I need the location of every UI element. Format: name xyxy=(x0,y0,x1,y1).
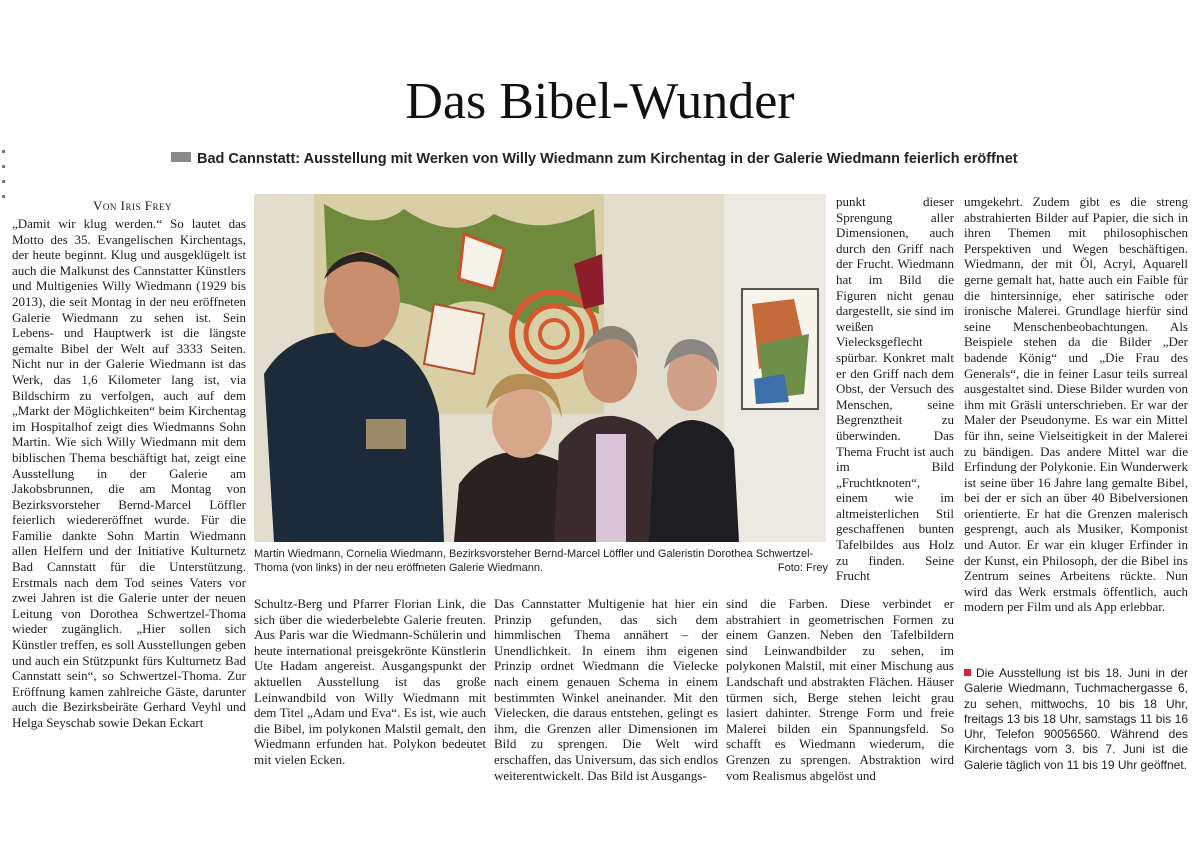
subheadline-marker xyxy=(171,152,191,162)
subheadline-text: Bad Cannstatt: Ausstellung mit Werken von Willy Wiedmann zum Kirchentag in der Galerie Wiedmann feierlich eröffnet xyxy=(197,151,1018,167)
photo-credit: Foto: Frey xyxy=(777,562,828,574)
exhibition-info-text: Die Ausstellung ist bis 18. Juni in der Galerie Wiedmann, Tuchmachergasse 6, zu sehen, mittwochs, 10 bis 18 Uhr, freitags 13 bis 18 Uhr, samstags 11 bis 16 Uhr, Telefon 90056560. Während des Kirchentags vom 3. bis 7. Juni ist die Galerie täglich von 11 bis 19 Uhr geöffnet. xyxy=(964,666,1188,772)
article-column-3: Das Cannstatter Multigenie hat hier ein Prinzip gefunden, das sich dem himmlischen Thema annähert – der Unendlichkeit. In einem ihm eigenen Prinzip ordnet Wiedmann die Vielecke nach einem genauen Schema in einem bestimmten Winkel aneinander. Mit den Vielecken, die daraus entstehen, gelingt es ihm, die Grenzen aller Dimensionen im Bild zu sprengen. Die Welt wird erschaffen, das Universum, das sich endlos weiterentwickelt. Das Bild ist Ausgangs- xyxy=(494,596,718,783)
exhibition-info-box xyxy=(964,666,1188,773)
article-photo xyxy=(254,194,826,542)
photo-caption-text: Martin Wiedmann, Cornelia Wiedmann, Bezirksvorsteher Bernd-Marcel Löffler und Galeristin Dorothea Schwertzel-Thoma (von links) in der neu eröffneten Galerie Wiedmann. xyxy=(254,548,814,574)
margin-marks xyxy=(2,150,7,210)
article-column-5: umgekehrt. Zudem gibt es die streng abstrahierten Bilder auf Papier, die sich in ihren Themen mit philosophischen Perspektiven und Wegen beschäftigen. Wiedmann, der mit Öl, Acryl, Aquarell gerne gemalt hat, hatte auch ein Faible für die hintersinnige, eher satirische oder ironische Malerei. Grundlage hierfür sind seine Menschenbeobachtungen. Als Beispiele stehen da die Bilder „Der badende König“ und „Die Frau des Generals“, die in feiner Lasur teils surreal ausgestaltet sind. Diese Bilder wurden von ihm mit Gräsli unterschrieben. Er war der Maler der Pseudonyme. Es war ein Mittel für ihn, seine Vielseitigkeit in der Malerei zu bändigen. Das andere Mittel war die Erfindung der Polykonie. Ein Wunderwerk ist seine über 16 Jahre lang gemalte Bibel, bei der er sich an über 40 Bibelversionen orientierte. Er hat die Grenzen malerisch gesprengt, auch als Musiker, Komponist und Autor. Er war ein kluger Erfinder in der Kunst, ein Philosoph, der die Bibel ins Zentrum seines Arbeitens rückte. Nun wird das Werk erstmals öffentlich, auch modern per Film und als App erlebbar. xyxy=(964,194,1188,615)
gallery-photo-illustration xyxy=(254,194,826,542)
byline: Von Iris Frey xyxy=(93,198,172,213)
article-column-2: Schultz-Berg und Pfarrer Florian Link, die sich über die wiederbelebte Galerie freuten. Aus Paris war die Wiedmann-Schülerin und heute international preisgekrönte Künstlerin Ute Hadam angereist. Ausgangspunkt der aktuellen Ausstellung ist das große Leinwandbild von Willy Wiedmann mit dem Titel „Adam und Eva“. Es ist, wie auch die Bibel, im polykonen Malstil gemalt, den Wiedmann erfunden hat. Polykon bedeutet mit vielen Ecken. xyxy=(254,596,486,767)
info-square-icon xyxy=(964,669,971,676)
subheadline xyxy=(171,150,1071,168)
article-column-4-bottom: sind die Farben. Diese verbindet er abstrahiert in geometrischen Formen zu einem Ganzen. Neben den Tafelbildern sind Leinwandbilder zu sehen, im polykonen Malstil, mit einer Mischung aus Landschaft und abstrakten Flächen. Häuser türmen sich, Berge stehen leicht grau lasiert dahinter. Strenge Form und freie Malerei bilden ein Spannungsfeld. So schafft es Wiedmann wiederum, die Grenzen zu sprengen. Abstraktion wird vom Realismus abgelöst und xyxy=(726,596,954,783)
headline: Das Bibel-Wunder xyxy=(405,73,795,130)
article-column-1: „Damit wir klug werden.“ So lautet das Motto des 35. Evangelischen Kirchentags, der heute beginnt. Klug und ausgeklügelt ist auch die Malkunst des Cannstatter Künstlers und Multigenies Willy Wiedmann (1929 bis 2013), die seit Montag in der neu eröffneten Galerie Wiedmann zu sehen ist. Sein Lebens- und Hauptwerk ist die längste gemalte Bibel der Welt auf 3333 Seiten. Nicht nur in der Galerie Wiedmann ist das Werk, das 1,6 Kilometer lang ist, via Bildschirm zu verfolgen, auch auf dem „Markt der Möglichkeiten“ beim Kirchentag im Hospitalhof zeigt dies Wiedmanns Sohn Martin. Wie sich Willy Wiedmann mit dem biblischen Thema beschäftigt hat, zeigt eine Ausstellung in der Galerie am Jakobsbrunnen, die am Montag von Bezirksvorsteher Bernd-Marcel Löffler feierlich wiedereröffnet wurde. Für die Familie dankte Sohn Martin Wiedmann allen Helfern und der Initiative Kulturnetz Bad Cannstatt für die Unterstützung. Erstmals nach dem Tod seines Vaters vor zwei Jahren ist die Galerie unter der neuen Leitung von Dorothea Schwertzel-Thoma wieder zugänglich. „Hier sollen sich Künstler treffen, es soll Ausstellungen geben und auch ein Stützpunkt fürs Kulturnetz Bad Cannstatt sein“, so Schwertzel-Thoma. Zur Eröffnung kamen zahlreiche Gäste, darunter auch die Bezirksbeiräte Gerhard Veyhl und Helga Seyschab sowie Dekan Eckart xyxy=(12,216,246,730)
photo-caption xyxy=(254,547,828,575)
article-column-4-top: punkt dieser Sprengung aller Dimensionen, auch durch den Griff nach der Frucht. Wiedmann hat im Bild die Figuren nicht genau dargestellt, sie sind im weißen Vielecksgeflecht spürbar. Konkret malt er den Griff nach dem Obst, der Versuch des Menschen, seine Begrenztheit zu überwinden. Das Thema Frucht ist auch im Bild „Fruchtknoten“, einem wie im altmeisterlichen Stil geschaffenen bunten Tafelbildes aus Holz zu finden. Seine Frucht xyxy=(836,194,954,584)
